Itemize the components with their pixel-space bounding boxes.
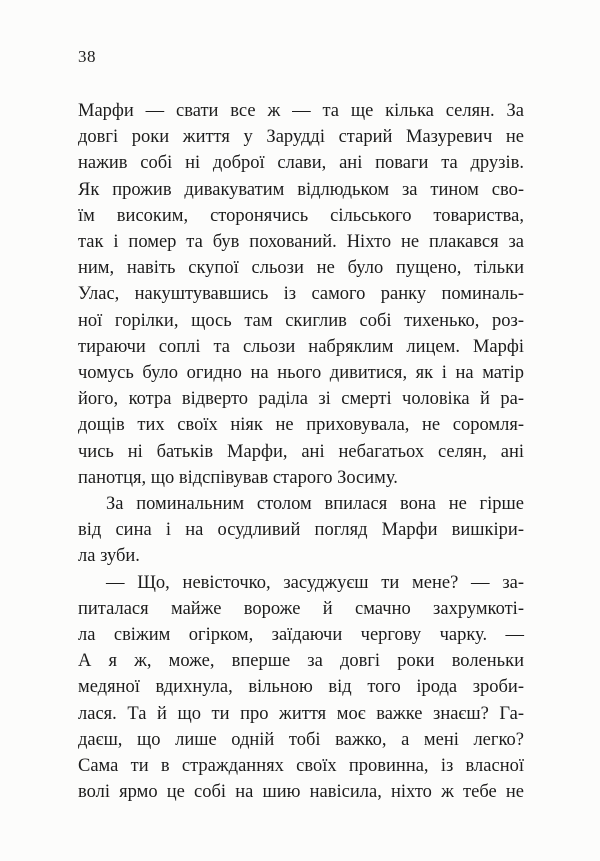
paragraph (78, 491, 524, 570)
text-line: довгі роки життя у Зарудді старий Мазуревич не (78, 127, 524, 148)
text-line: А я ж, може, вперше за довгі роки воленьки (78, 651, 524, 672)
text-line: лася. Та й що ти про життя моє важке знаєш? Га- (78, 703, 524, 724)
text-line: Улас, накуштувавшись із самого ранку поминаль- (78, 284, 524, 305)
text-line: чомусь було огидно на нього дивитися, як і на матір (78, 363, 524, 384)
text-line: їм високим, сторонячись сільського товариства, (78, 205, 524, 226)
text-line: дощів тих своїх ніяк не приховувала, не соромля- (78, 415, 524, 436)
text-line: ним, навіть скупої сльози не було пущено, тільки (78, 258, 524, 279)
text-line: панотця, що відспівував старого Зосиму. (78, 467, 398, 488)
text-line: тираючи соплі та сльози набряклим лицем. Марфі (78, 336, 524, 357)
text-line: ної горілки, щось там скиглив собі тихенько, роз- (78, 310, 524, 331)
text-line: від сина і на осудливий погляд Марфи вишкіри- (78, 520, 524, 541)
text-line: — Що, невісточко, засуджуєш ти мене? — за- (106, 572, 524, 593)
text-line: ла зуби. (78, 546, 140, 567)
text-line: його, котра відверто раділа зі смерті чоловіка й ра- (78, 389, 524, 410)
text-line: Марфи — свати все ж — та ще кілька селян. За (78, 101, 524, 121)
text-line: даєш, що лише одній тобі важко, а мені легко? (78, 729, 524, 750)
page-text (78, 98, 524, 805)
paragraph (78, 98, 524, 491)
text-line: питалася майже вороже й смачно захрумкоті- (78, 598, 524, 619)
text-line: За поминальним столом впилася вона не гірше (106, 494, 524, 515)
text-line: так і помер та був похований. Ніхто не плакався за (78, 232, 524, 253)
text-line: ла свіжим огірком, заїдаючи чергову чарку. — (78, 625, 524, 646)
text-line: Як прожив дивакуватим відлюдьком за тином сво- (78, 179, 524, 200)
text-line: волі ярмо це собі на шию навісила, ніхто ж тебе не (78, 782, 524, 803)
page-number: 38 (78, 47, 96, 66)
text-line: чись ні батьків Марфи, ані небагатьох селян, ані (78, 441, 524, 462)
text-line: нажив собі ні доброї слави, ані поваги та друзів. (78, 153, 524, 174)
paragraph (78, 570, 524, 806)
text-line: медяної вдихнула, вільною від того ірода зроби- (78, 677, 524, 698)
text-line: Сама ти в стражданнях своїх провинна, із власної (78, 756, 524, 777)
